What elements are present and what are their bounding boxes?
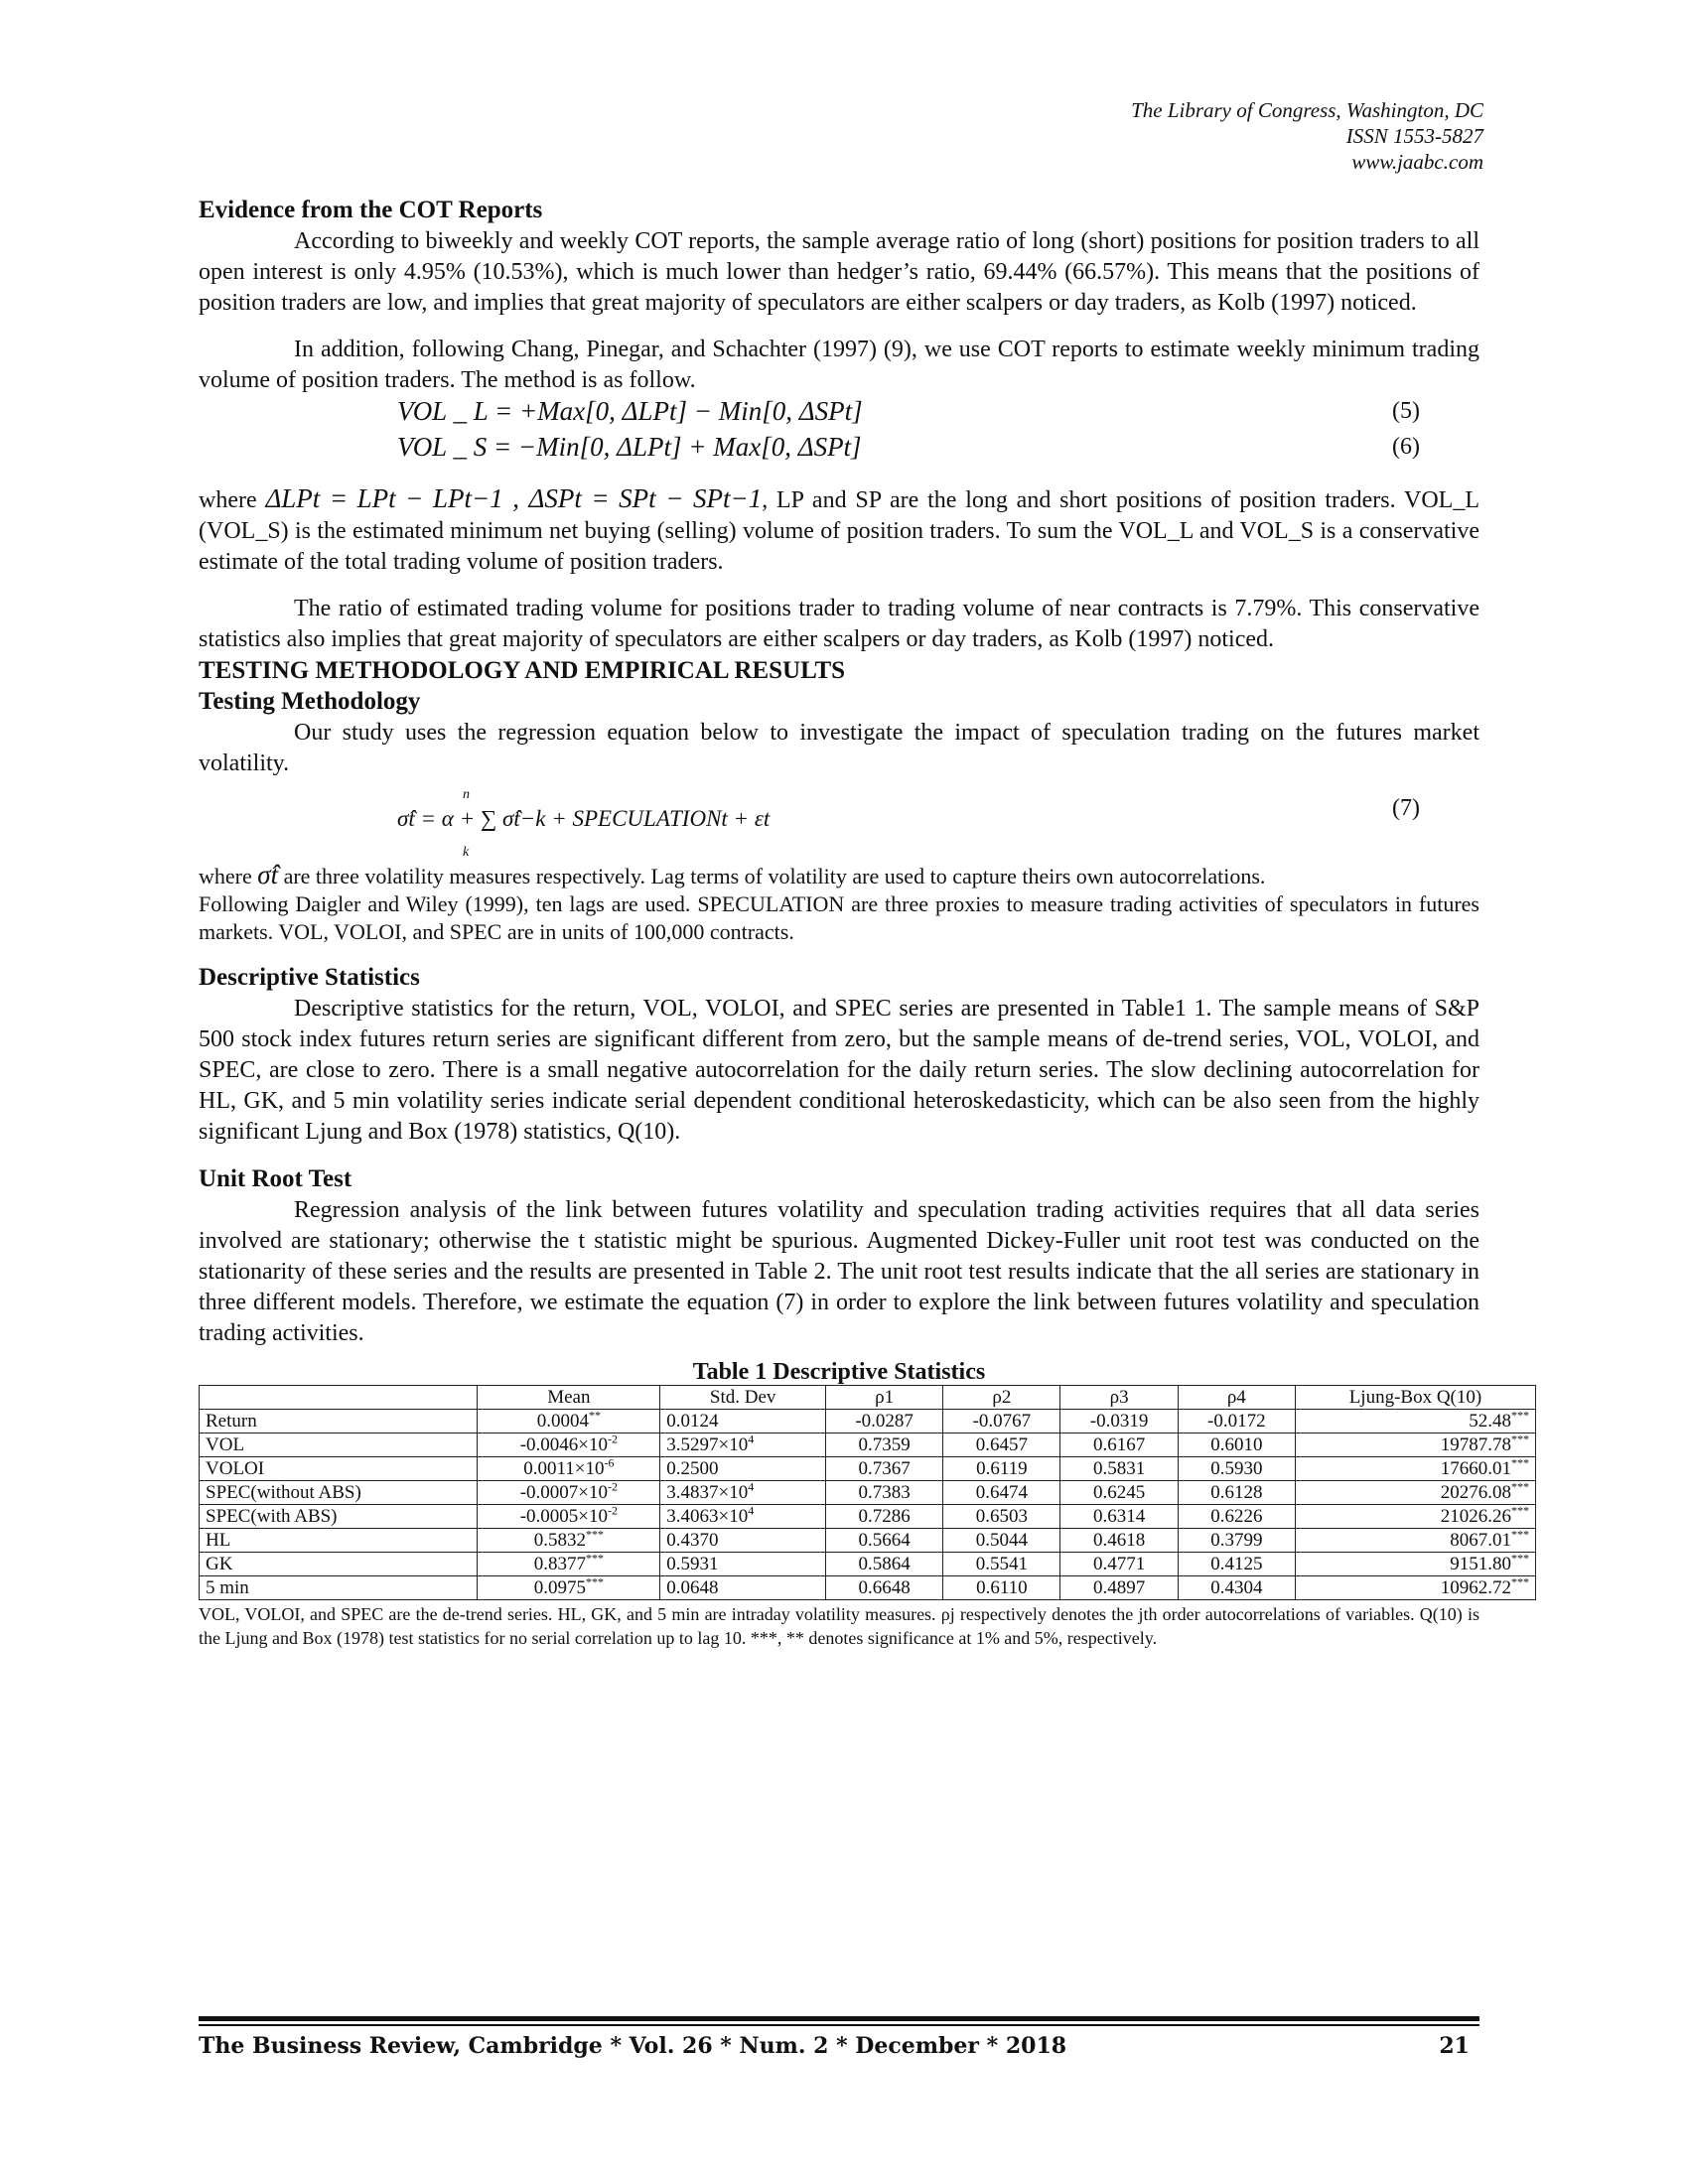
sum-lower-limit: k: [463, 845, 470, 860]
cell-value: 0.6128: [1210, 1481, 1263, 1503]
table-cell: [478, 1553, 660, 1576]
table-cell: [1295, 1505, 1535, 1529]
table-cell: [826, 1505, 943, 1529]
cell-value: 10962.72: [1440, 1576, 1511, 1598]
cell-value: SPEC(with ABS): [206, 1505, 338, 1527]
header-line-3: www.jaabc.com: [1351, 150, 1483, 174]
cell-superscript: -2: [608, 1479, 619, 1494]
table-cell: [1060, 1505, 1178, 1529]
equation-7-formula: σ̂t = α + ∑ σ̂t−k + SPECULATIONt + εt: [397, 806, 771, 831]
table-cell: [1178, 1553, 1295, 1576]
cell-value: 0.5864: [858, 1553, 911, 1574]
cell-value: 0.5044: [975, 1529, 1028, 1551]
table-cell: [1060, 1529, 1178, 1553]
cell-superscript: ***: [585, 1574, 604, 1589]
cell-value: 0.5664: [858, 1529, 911, 1551]
cell-value: 0.3799: [1210, 1529, 1263, 1551]
table-cell: [1060, 1553, 1178, 1576]
table-row: [200, 1529, 1536, 1553]
where-paragraph-2-text: are three volatility measures respectively. Lag terms of volatility are used to capture theirs own autocorrelations.: [278, 864, 1266, 888]
cell-value: 0.4304: [1210, 1576, 1263, 1598]
table-cell: [826, 1529, 943, 1553]
cell-superscript: ***: [1511, 1503, 1529, 1518]
cot-paragraph-2: In addition, following Chang, Pinegar, and Schachter (1997) (9), we use COT reports to estimate weekly minimum trading volume of position traders. The method is as follow.: [199, 337, 1479, 393]
cell-value: -0.0046×10: [519, 1433, 609, 1455]
journal-citation: The Business Review, Cambridge * Vol. 26 * Num. 2 * December * 2018: [199, 2033, 1067, 2059]
cell-superscript: 4: [748, 1432, 755, 1446]
cell-value: 17660.01: [1440, 1457, 1511, 1479]
cell-value: VOLOI: [206, 1457, 265, 1479]
table-cell: [1295, 1457, 1535, 1481]
table-cell: [478, 1529, 660, 1553]
cell-value: 0.7383: [858, 1481, 911, 1503]
table-cell: [660, 1505, 826, 1529]
testing-methodology-paragraph-2: Following Daigler and Wiley (1999), ten lags are used. SPECULATION are three proxies to measure trading activities of speculators in futures markets. VOL, VOLOI, and SPEC are in units of 100,000 contracts.: [199, 891, 1479, 944]
table-cell: [1178, 1433, 1295, 1457]
page-number: 21: [1439, 2033, 1470, 2059]
table-cell: [478, 1457, 660, 1481]
where-word: where: [199, 487, 266, 513]
table-cell: [200, 1481, 478, 1505]
table-cell: [478, 1410, 660, 1433]
cell-value: 0.5831: [1092, 1457, 1146, 1479]
equation-5-number: (5): [1392, 398, 1420, 424]
table-cell: [943, 1433, 1060, 1457]
column-header: Ljung-Box Q(10): [1295, 1386, 1535, 1410]
cell-superscript: ***: [1511, 1527, 1529, 1542]
running-footer: [199, 2033, 1479, 2059]
table-cell: [1178, 1505, 1295, 1529]
equation-5: [199, 396, 1479, 432]
table-cell: [826, 1410, 943, 1433]
descriptive-statistics-heading: Descriptive Statistics: [199, 964, 420, 991]
cell-value: 0.7359: [858, 1433, 911, 1455]
table-cell: [943, 1481, 1060, 1505]
column-header: [200, 1386, 478, 1410]
cell-value: HL: [206, 1529, 231, 1551]
table-cell: [660, 1529, 826, 1553]
table-cell: [943, 1576, 1060, 1600]
cell-value: 20276.08: [1440, 1481, 1511, 1503]
column-header: ρ1: [826, 1386, 943, 1410]
cell-value: 19787.78: [1440, 1433, 1511, 1455]
cell-value: -0.0767: [972, 1410, 1032, 1432]
page-body: [199, 195, 1529, 1650]
cot-paragraph-1: According to biweekly and weekly COT reports, the sample average ratio of long (short) positions for position traders to all open interest is only 4.95% (10.53%), which is much lower than hedger’s ratio, 69.44% (66.57%). This means that the positions of position traders are low, and implies that great majority of speculators are either scalpers or day traders, as Kolb (1997) noticed.: [199, 228, 1479, 316]
table-cell: [200, 1457, 478, 1481]
cell-value: 0.4125: [1210, 1553, 1263, 1574]
cell-value: 9151.80: [1450, 1553, 1511, 1574]
cell-value: -0.0287: [855, 1410, 914, 1432]
cell-value: 0.7286: [858, 1505, 911, 1527]
column-header: ρ3: [1060, 1386, 1178, 1410]
where-word-2: where: [199, 864, 258, 888]
table-cell: [943, 1457, 1060, 1481]
cell-superscript: ***: [1511, 1455, 1529, 1470]
cell-value: 0.6474: [975, 1481, 1028, 1503]
cell-superscript: ***: [1511, 1479, 1529, 1494]
table-cell: [478, 1433, 660, 1457]
table-cell: [1295, 1433, 1535, 1457]
table-cell: [1178, 1481, 1295, 1505]
table-cell: [1060, 1433, 1178, 1457]
unit-root-heading: Unit Root Test: [199, 1165, 352, 1192]
table-cell: [478, 1481, 660, 1505]
cell-value: 0.6119: [976, 1457, 1028, 1479]
cell-superscript: ***: [585, 1527, 604, 1542]
cell-value: 0.6503: [975, 1505, 1028, 1527]
cell-value: -0.0319: [1089, 1410, 1149, 1432]
testing-methodology-heading: Testing Methodology: [199, 688, 421, 715]
table-row: [200, 1553, 1536, 1576]
cell-value: VOL: [206, 1433, 245, 1455]
cell-value: 0.6245: [1092, 1481, 1146, 1503]
table-row: [200, 1433, 1536, 1457]
cot-paragraph-3: The ratio of estimated trading volume for positions trader to trading volume of near contracts is 7.79%. This conservative statistics also implies that great majority of speculators are either scalpers or day traders, as Kolb (1997) noticed.: [199, 596, 1479, 652]
table-cell: [826, 1433, 943, 1457]
running-header: [1131, 97, 1483, 175]
equation-6-number: (6): [1392, 434, 1420, 460]
cell-value: 52.48: [1469, 1410, 1511, 1432]
table-cell: [478, 1505, 660, 1529]
cell-superscript: ***: [585, 1551, 604, 1566]
equation-7-number: (7): [1392, 795, 1420, 821]
equation-7: [199, 779, 1479, 861]
cell-value: 0.4897: [1092, 1576, 1146, 1598]
cell-superscript: ***: [1511, 1408, 1529, 1423]
cell-value: 0.8377: [533, 1553, 586, 1574]
cell-value: Return: [206, 1410, 257, 1432]
header-line-2: ISSN 1553-5827: [1345, 124, 1483, 148]
table-row: [200, 1457, 1536, 1481]
table-cell: [1060, 1457, 1178, 1481]
cell-value: 0.5832: [533, 1529, 586, 1551]
cell-value: 0.6167: [1092, 1433, 1146, 1455]
cell-value: 0.6648: [858, 1576, 911, 1598]
equation-6: [199, 432, 1479, 468]
descriptive-statistics-table: [199, 1385, 1536, 1600]
cell-value: 0.6314: [1092, 1505, 1146, 1527]
table-cell: [1178, 1576, 1295, 1600]
cell-value: 0.4618: [1092, 1529, 1146, 1551]
table-body: [200, 1410, 1536, 1600]
table-cell: [943, 1505, 1060, 1529]
cell-value: 0.0648: [666, 1576, 719, 1598]
table-cell: [1295, 1481, 1535, 1505]
table-cell: [1295, 1576, 1535, 1600]
cell-value: 0.4370: [666, 1529, 719, 1551]
table-cell: [1060, 1576, 1178, 1600]
sum-upper-limit: n: [463, 787, 470, 802]
cell-value: 0.6457: [975, 1433, 1028, 1455]
table-cell: [943, 1529, 1060, 1553]
table-cell: [200, 1433, 478, 1457]
descriptive-statistics-paragraph: Descriptive statistics for the return, VOL, VOLOI, and SPEC series are presented in Table1 1. The sample means of S&P 500 stock index futures return series are significant different from zero, but the sample means of de-trend series, VOL, VOLOI, and SPEC, are close to zero. There is a small negative autocorrelation for the daily return series. The slow declining autocorrelation for HL, GK, and 5 min volatility series indicate serial dependent conditional heteroskedasticity, which can be also seen from the highly significant Ljung and Box (1978) statistics, Q(10).: [199, 996, 1479, 1145]
cell-superscript: ***: [1511, 1551, 1529, 1566]
cell-value: -0.0172: [1207, 1410, 1266, 1432]
cell-value: -0.0005×10: [519, 1505, 609, 1527]
cell-value: 0.2500: [666, 1457, 719, 1479]
column-header: ρ4: [1178, 1386, 1295, 1410]
cell-value: 0.4771: [1092, 1553, 1146, 1574]
testing-methodology-paragraph: Our study uses the regression equation below to investigate the impact of speculation trading on the futures market volatility.: [199, 720, 1479, 776]
cell-value: 5 min: [206, 1576, 249, 1598]
cell-value: 3.4063×10: [666, 1505, 749, 1527]
delta-definitions: ΔLPt = LPt − LPt−1 , ΔSPt = SPt − SPt−1: [265, 483, 763, 513]
cell-value: 3.5297×10: [666, 1433, 749, 1455]
cell-superscript: -2: [608, 1432, 619, 1446]
footer-rule-thin: [199, 2024, 1479, 2026]
table-cell: [478, 1576, 660, 1600]
cell-superscript: ***: [1511, 1574, 1529, 1589]
table-cell: [1060, 1481, 1178, 1505]
cell-value: 8067.01: [1450, 1529, 1511, 1551]
cell-value: 0.5931: [666, 1553, 719, 1574]
table-cell: [1295, 1410, 1535, 1433]
cell-value: 0.6226: [1210, 1505, 1263, 1527]
cell-value: 0.0004: [536, 1410, 589, 1432]
table-cell: [943, 1553, 1060, 1576]
table-row: [200, 1576, 1536, 1600]
table-cell: [943, 1410, 1060, 1433]
cell-value: GK: [206, 1553, 233, 1574]
footer-rule-thick: [199, 2016, 1479, 2021]
table-cell: [826, 1457, 943, 1481]
table-row: [200, 1481, 1536, 1505]
table-cell: [826, 1576, 943, 1600]
table-cell: [200, 1410, 478, 1433]
table-row: [200, 1410, 1536, 1433]
table-cell: [660, 1576, 826, 1600]
table-cell: [1178, 1529, 1295, 1553]
cell-value: 21026.26: [1440, 1505, 1511, 1527]
equation-6-formula: VOL _ S = −Min[0, ΔLPt] + Max[0, ΔSPt]: [397, 432, 862, 462]
equation-5-formula: VOL _ L = +Max[0, ΔLPt] − Min[0, ΔSPt]: [397, 396, 863, 426]
column-header: Mean: [478, 1386, 660, 1410]
column-header: ρ2: [943, 1386, 1060, 1410]
cell-value: 0.6110: [976, 1576, 1028, 1598]
table-cell: [826, 1481, 943, 1505]
cell-value: 0.0975: [533, 1576, 586, 1598]
table-cell: [660, 1553, 826, 1576]
table-cell: [660, 1433, 826, 1457]
table-note: VOL, VOLOI, and SPEC are the de-trend series. HL, GK, and 5 min are intraday volatility measures. ρj respectively denotes the jth order autocorrelations of variables. Q(10) is the Ljung and Box (1978) test statistics for no serial correlation up to lag 10. ***, ** denotes significance at 1% and 5%, respectively.: [199, 1604, 1479, 1648]
cell-value: 0.0011×10: [523, 1457, 605, 1479]
table-cell: [660, 1410, 826, 1433]
cell-superscript: ***: [1511, 1432, 1529, 1446]
where-paragraph-1: [199, 483, 1479, 578]
cell-value: SPEC(without ABS): [206, 1481, 361, 1503]
where-paragraph-2: [199, 861, 1479, 890]
cell-superscript: -2: [608, 1503, 619, 1518]
table-cell: [200, 1553, 478, 1576]
cell-superscript: **: [588, 1408, 601, 1423]
cell-value: 3.4837×10: [666, 1481, 749, 1503]
table-cell: [1060, 1410, 1178, 1433]
cot-heading: Evidence from the COT Reports: [199, 197, 543, 223]
table-title: Table 1 Descriptive Statistics: [692, 1359, 986, 1385]
table-cell: [826, 1553, 943, 1576]
table-cell: [1178, 1457, 1295, 1481]
cell-value: 0.0124: [666, 1410, 719, 1432]
table-cell: [660, 1457, 826, 1481]
where-paragraph-1-text: , LP and SP are the long and short positions of position traders. VOL_L (VOL_S) is the estimated minimum net buying (selling) volume of position traders. To sum the VOL_L and VOL_S is a conservative estimate of the total trading volume of position traders.: [199, 487, 1479, 575]
table-cell: [1178, 1410, 1295, 1433]
cell-value: -0.0007×10: [519, 1481, 609, 1503]
cell-value: 0.6010: [1210, 1433, 1263, 1455]
column-header: Std. Dev: [660, 1386, 826, 1410]
table-cell: [200, 1576, 478, 1600]
cell-value: 0.5930: [1210, 1457, 1263, 1479]
table-cell: [200, 1505, 478, 1529]
cell-superscript: -6: [604, 1455, 615, 1470]
cell-superscript: 4: [748, 1503, 755, 1518]
table-cell: [1295, 1553, 1535, 1576]
cell-superscript: 4: [748, 1479, 755, 1494]
table-cell: [1295, 1529, 1535, 1553]
unit-root-paragraph: Regression analysis of the link between futures volatility and speculation trading activities requires that all data series involved are stationary; otherwise the t statistic might be spurious. Augmented Dickey-Fuller unit root test was conducted on the stationarity of these series and the results are presented in Table 2. The unit root test results indicate that the all series are stationary in three different models. Therefore, we estimate the equation (7) in order to explore the link between futures volatility and speculation trading activities.: [199, 1197, 1479, 1346]
main-section-heading: TESTING METHODOLOGY AND EMPIRICAL RESULTS: [199, 657, 846, 684]
table-cell: [200, 1529, 478, 1553]
header-line-1: The Library of Congress, Washington, DC: [1131, 98, 1483, 122]
table-cell: [660, 1481, 826, 1505]
cell-value: 0.7367: [858, 1457, 911, 1479]
table-row: [200, 1505, 1536, 1529]
sigma-hat: σ̂t: [257, 860, 279, 889]
table-header-row: [200, 1386, 1536, 1410]
cell-value: 0.5541: [975, 1553, 1028, 1574]
